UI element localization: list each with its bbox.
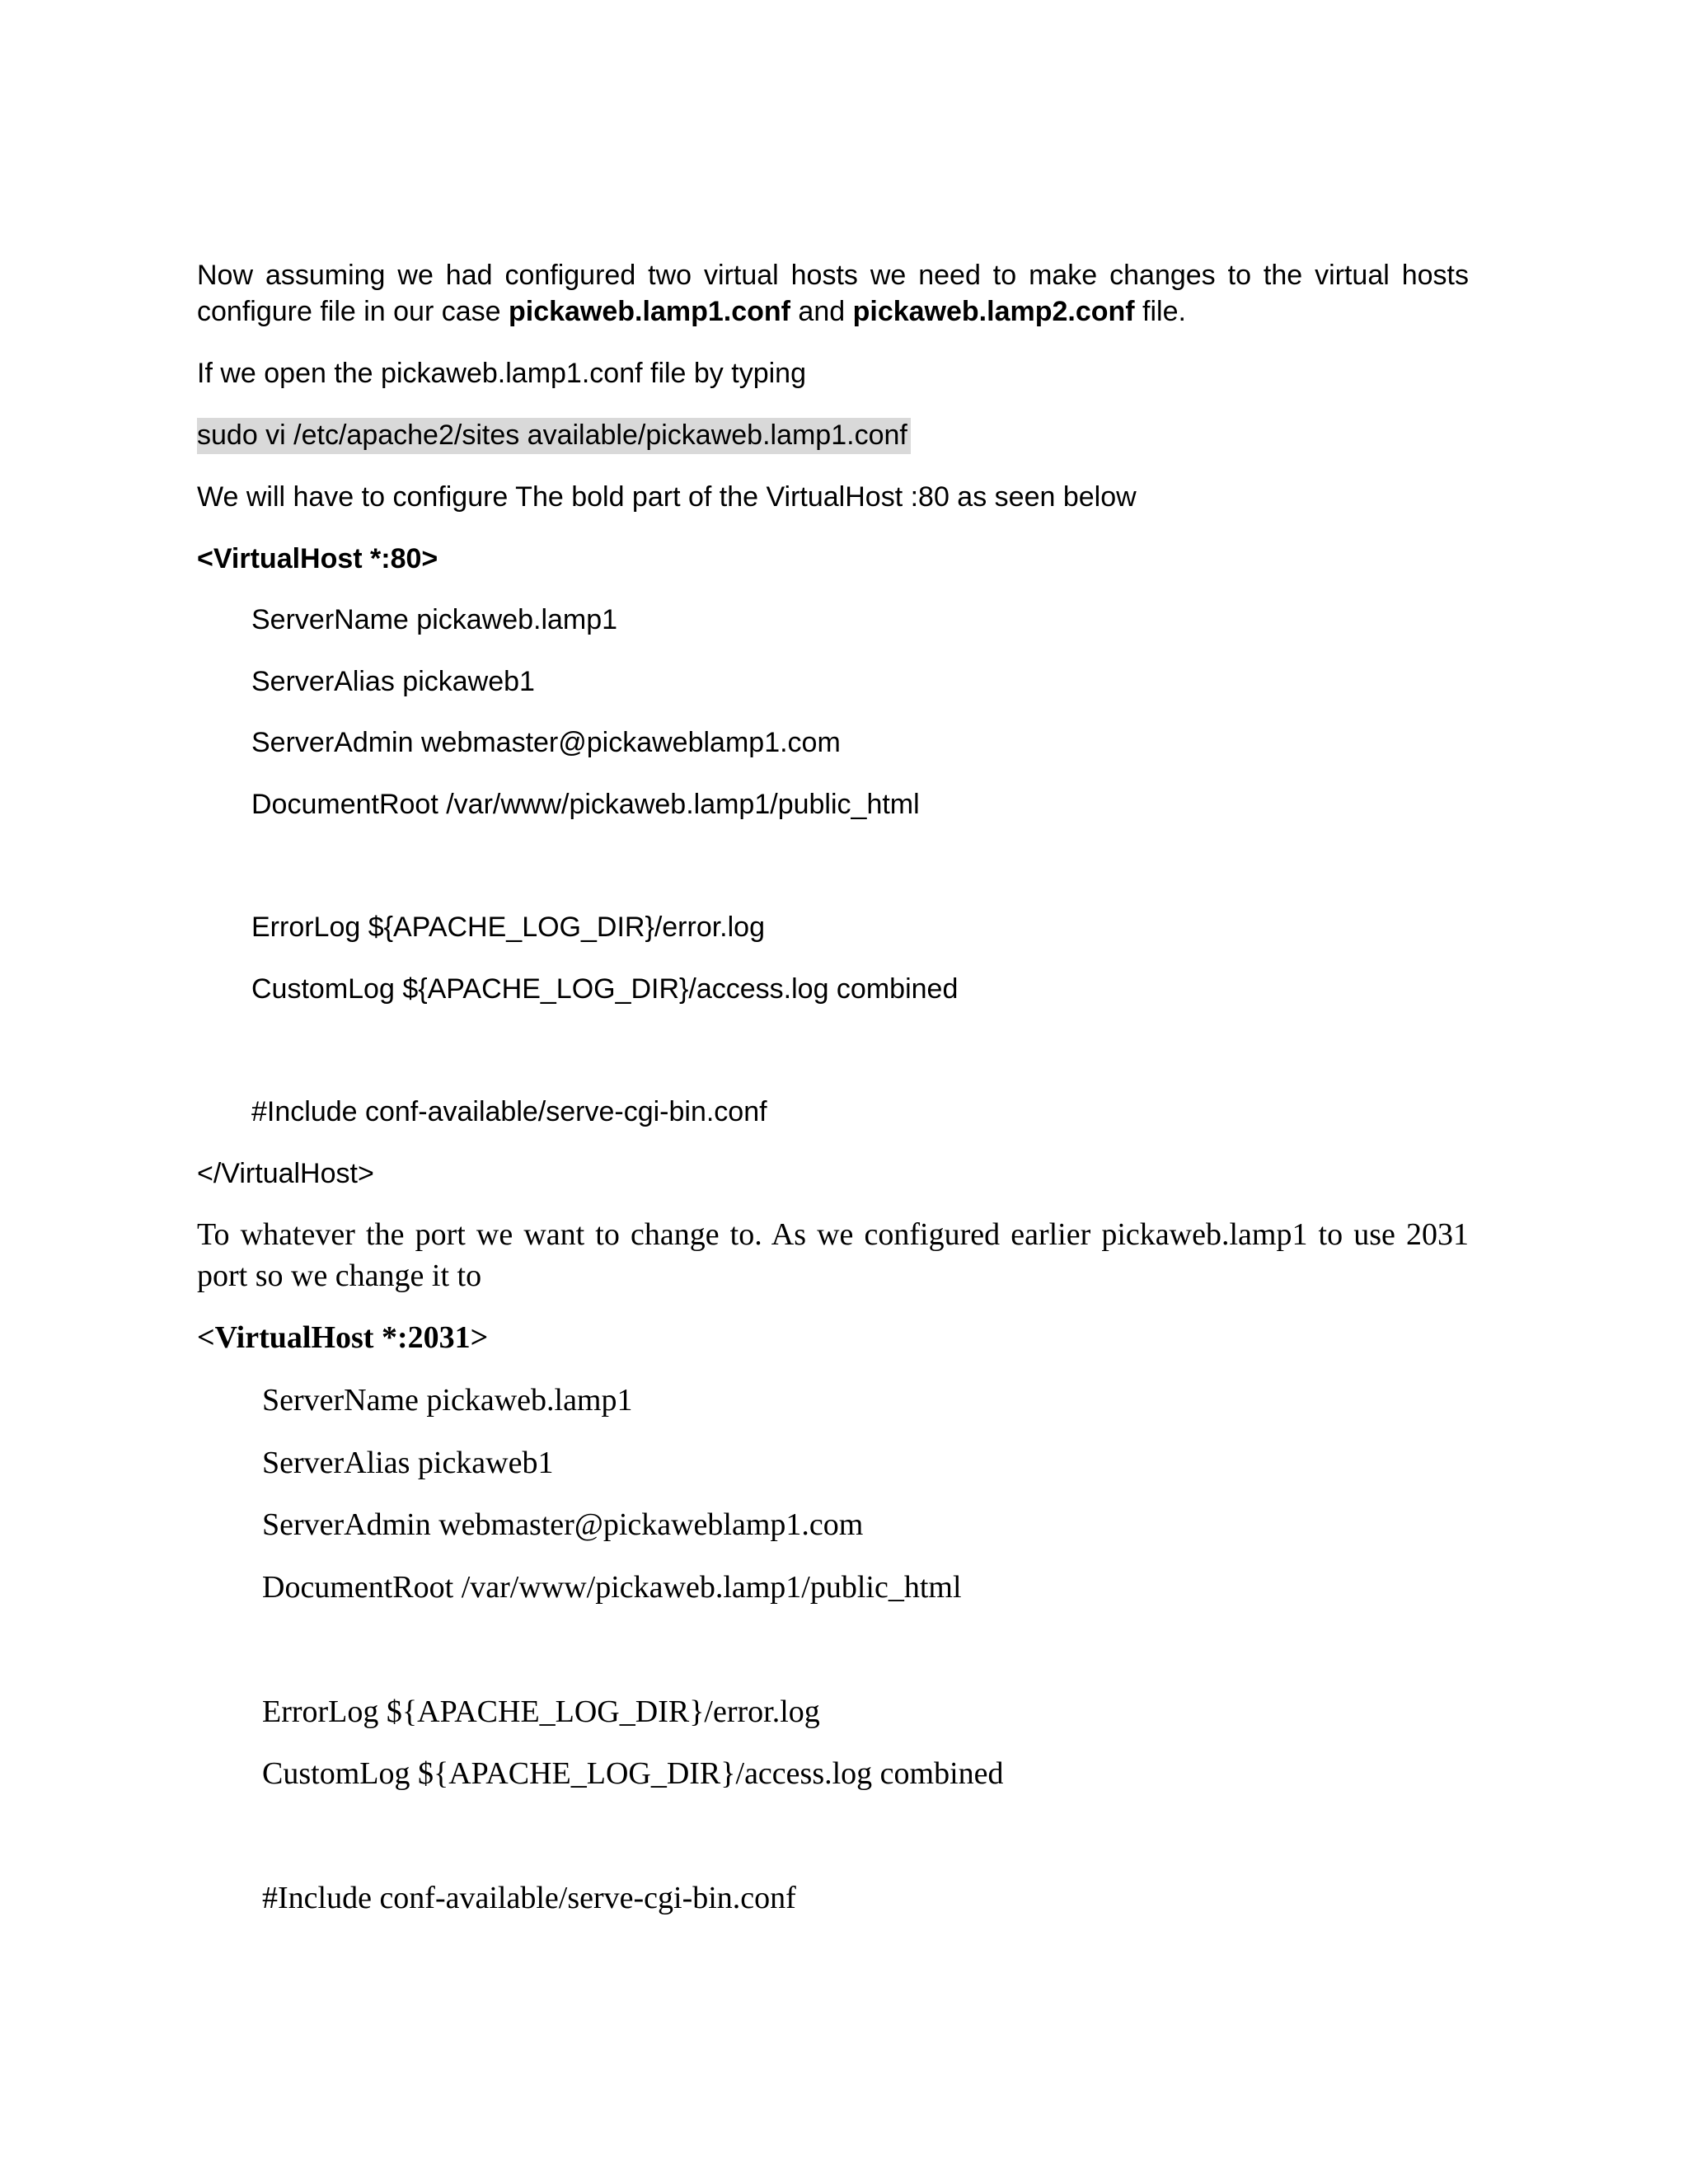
configure-instruction: We will have to configure The bold part of the VirtualHost :80 as seen below [197,481,1137,513]
block1-server-admin: ServerAdmin webmaster@pickaweblamp1.com [251,727,841,758]
block1-document-root: DocumentRoot /var/www/pickaweb.lamp1/public_html [251,789,920,820]
command-line [197,419,911,452]
intro-file-2: pickaweb.lamp2.conf [852,296,1135,327]
command-highlight: sudo vi /etc/apache2/sites available/pickaweb.lamp1.conf [197,418,911,454]
block1-server-name: ServerName pickaweb.lamp1 [251,604,618,635]
block1-close-tag: </VirtualHost> [197,1158,374,1189]
change-line-1 [197,1217,1469,1254]
block2-custom-log: CustomLog ${APACHE_LOG_DIR}/access.log combined [262,1756,1004,1791]
block1-include: #Include conf-available/serve-cgi-bin.conf [251,1096,767,1127]
intro-text-1: Now assuming we had configured two virtual hosts we need to make changes to the virtual hosts [197,260,1469,291]
change-text-1: To whatever the port we want to change to. As we configured earlier pickaweb.lamp1 to use 2031 [197,1217,1469,1252]
block2-server-admin: ServerAdmin webmaster@pickaweblamp1.com [262,1507,864,1542]
block2-server-alias: ServerAlias pickaweb1 [262,1446,554,1480]
block2-open-tag: <VirtualHost *:2031> [197,1320,489,1355]
block1-open-tag: <VirtualHost *:80> [197,543,438,574]
intro-line-2 [197,296,1186,328]
block1-custom-log: CustomLog ${APACHE_LOG_DIR}/access.log combined [251,973,959,1005]
intro-line-1 [197,260,1469,292]
intro-text-2-suffix: file. [1134,296,1186,327]
block2-include: #Include conf-available/serve-cgi-bin.conf [262,1881,796,1915]
intro-and: and [790,296,853,327]
change-line-2: port so we change it to [197,1258,482,1293]
intro-file-1: pickaweb.lamp1.conf [508,296,790,327]
block2-server-name: ServerName pickaweb.lamp1 [262,1383,633,1418]
intro-text-2-prefix: configure file in our case [197,296,509,327]
block1-server-alias: ServerAlias pickaweb1 [251,666,535,697]
open-instruction: If we open the pickaweb.lamp1.conf file by typing [197,358,806,389]
block1-error-log: ErrorLog ${APACHE_LOG_DIR}/error.log [251,912,765,943]
block2-error-log: ErrorLog ${APACHE_LOG_DIR}/error.log [262,1694,820,1729]
block2-document-root: DocumentRoot /var/www/pickaweb.lamp1/public_html [262,1570,962,1605]
